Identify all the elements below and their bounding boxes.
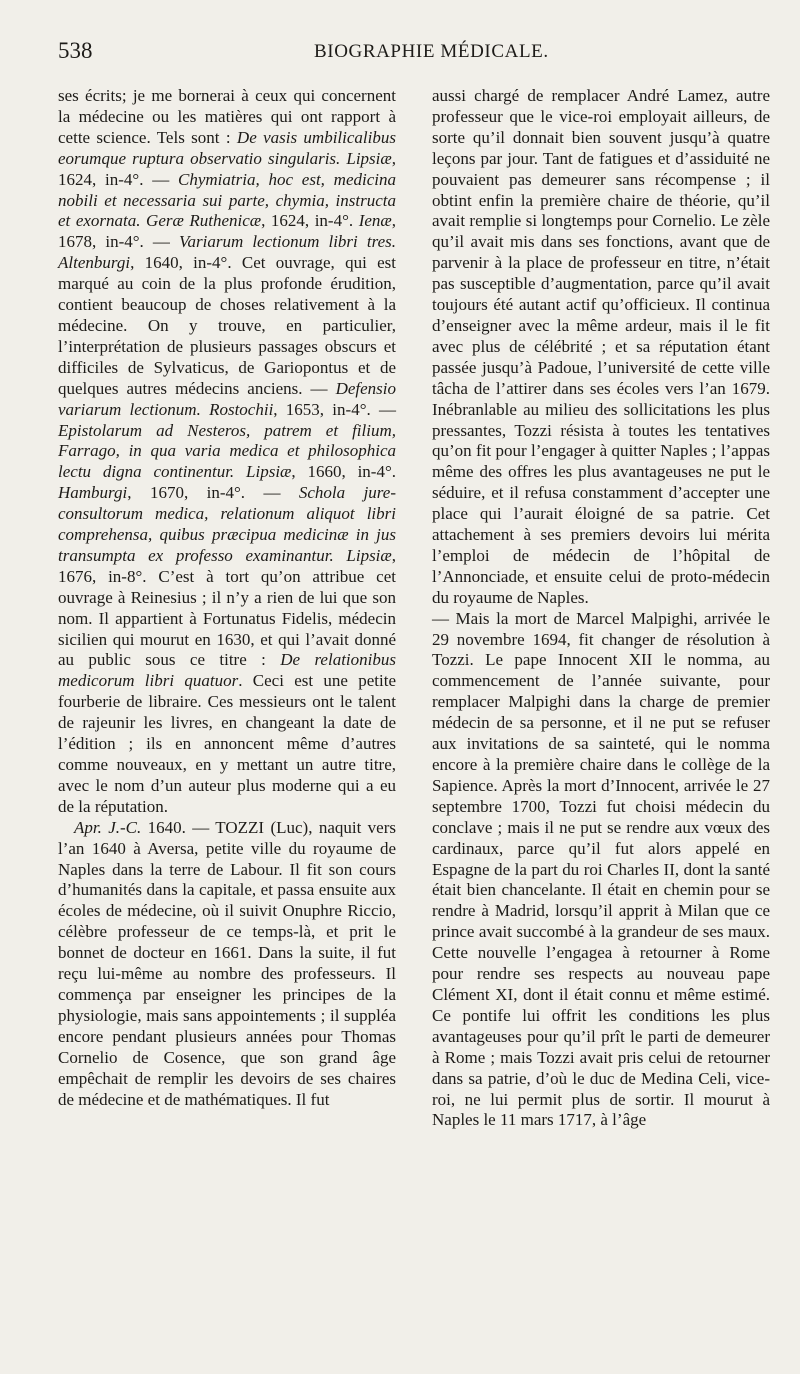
text-run: 1640. — TOZZI (Luc), naquit vers l’an 1640 à Aversa, petite ville du royaume de Naples dans la terre de Labour. Il fit son cours d’humanités dans la capitale, et passa ensuite aux écoles de médecine, où il suivit Onuphre Riccio, célèbre professeur de ce temps-là, et prit le bonnet de docteur en 1661. Dans la suite, il fut reçu lui-même au nombre des professeurs. Il commença par enseigner les principes de la physiologie, mais sans appointements ; il suppléa encore pendant plusieurs années pour Thomas Cornelio de Cosence, que son grand âge empêchait de remplir les devoirs de ses chaires de médecine et de mathématiques. Il fut: [58, 817, 396, 1109]
text-run: , 1640, in-4°. Cet ouvrage, qui est marqué au coin de la plus profonde érudition, contient beaucoup de choses relativement à la médecine. On y trouve, en particulier, l’interprétation de plusieurs passages obscurs et difficiles de Sylvaticus, de Gariopontus et de quelques autres médecins anciens. —: [58, 253, 396, 398]
running-title: BIOGRAPHIE MÉDICALE.: [314, 41, 549, 62]
text-run: , 1624, in-4°.: [261, 211, 359, 231]
italic-title-run: Epistolarum ad Nesteros, patrem et filium, Farrago, in qua varia medica et philosophica lectu digna continentur. Lipsiæ: [58, 420, 396, 482]
right-column: [432, 86, 770, 1131]
text-run: , 1676, in-8°. C’est à tort qu’on attribue cet ouvrage à Reinesius ; il n’y a rien de lui que son nom. Il appartient à Fortunatus Fidelis, médecin sicilien qui mourut en 1630, et qui l’avait donné au public sous ce titre :: [58, 545, 396, 670]
page-number: 538: [58, 38, 93, 63]
italic-title-run: De relationibus medicorum libri quatuor: [58, 650, 396, 691]
paragraph-reinesius-works: [58, 86, 396, 818]
running-head: [58, 38, 778, 68]
italic-title-run: Ienæ: [358, 211, 392, 231]
text-run: , 1670, in-4°. —: [127, 483, 299, 503]
text-run: aussi chargé de remplacer André Lamez, autre professeur que le vice-roi employait ailleurs, de sorte qu’il donnait bien souvent jusqu’à quatre leçons par jour. Tant de fatigues et d’assiduité ne pouvaient pas demeurer sans récompense ; il obtint enfin la première chaire de théorie, qu’il avait remplie si longtemps pour Cornelio. Le zèle qu’il avait mis dans ses fonctions, avant que de parvenir à la place de professeur en titre, n’était pas susceptible d’augmentation, parce qu’il avait toujours été autant actif qu’officieux. Il continua d’enseigner avec la même ardeur, mais il le fit avec plus de célébrité ; et sa réputation étant passée jusqu’à Padoue, l’université de cette ville tâcha de l’attirer dans ses écoles vers l’an 1679. Inébranlable au milieu des sollicitations les plus pressantes, Tozzi résista à toutes les tentatives qu’on fit pour l’engager à quitter Naples ; l’appas même des offres les plus avantageuses ne put le séduire, et il refusa constamment d’accepter une place qui l’aurait éloigné de sa patrie. Cet attachement à ses premiers devoirs lui mérita l’emploi de médecin de l’hôpital de l’Annonciade, et ensuite celui de proto-médecin du royaume de Naples.: [432, 86, 770, 607]
paragraph-tozzi-biography: [58, 818, 396, 1111]
italic-title-run: De vasis umbilicalibus eorumque ruptura observatio singularis. Lipsiæ: [58, 127, 396, 168]
italic-title-run: Variarum lectionum libri tres. Altenburgi: [58, 232, 396, 273]
italic-title-run: Apr. J.-C.: [74, 817, 142, 837]
italic-title-run: Chymiatria, hoc est, medicina nobili et necessaria sui parte, chymia, instructa et exornata. Geræ Ruthenicæ: [58, 169, 396, 231]
text-run: , 1653, in-4°. —: [273, 399, 396, 419]
paragraph-tozzi-later-life: [432, 609, 770, 1132]
italic-title-run: Defensio variarum lectionum. Rostochii: [58, 378, 396, 419]
left-column: [58, 86, 396, 1110]
text-run: , 1660, in-4°.: [291, 462, 397, 482]
italic-title-run: Hamburgi: [58, 483, 128, 503]
paragraph-tozzi-career: [432, 86, 770, 609]
text-run: — Mais la mort de Marcel Malpighi, arrivée le 29 novembre 1694, fit changer de résolution à Tozzi. Le pape Innocent XII le nomma, au commencement de l’année suivante, pour remplacer Malpighi dans la charge de premier médecin de sa personne, et il ne put se refuser aux invitations de sa sainteté, qui le nomma encore à la première chaire dans le collège de la Sapience. Après la mort d’Innocent, arrivée le 27 septembre 1700, Tozzi fut choisi médecin du conclave ; mais il ne put se rendre aux vœux des cardinaux, parce qu’il fut alors appelé en Espagne de la part du roi Charles II, dont la santé était bien chancelante. Il était en chemin pour se rendre à Madrid, lorsqu’il apprit à Milan que ce prince avait succombé à la grandeur de ses maux. Cette nouvelle l’engagea à retourner à Rome pour rendre ses respects au nouveau pape Clément XI, dont il était connu et même estimé. Ce pontife lui offrit les conditions les plus avantageuses pour qu’il prît le parti de demeurer à Rome ; mais Tozzi avait pris celui de retourner dans sa patrie, d’où le duc de Medina Celi, vice-roi, ne lui permit plus de sortir. Il mourut à Naples le 11 mars 1717, à l’âge: [432, 608, 770, 1130]
text-run: . Ceci est une petite fourberie de libraire. Ces messieurs ont le talent de rajeunir les livres, en changeant la date de l’édition ; ils en annoncent même d’autres comme nouveaux, en y mettant un autre titre, avec le nom d’un auteur plus moderne qui a eu de la réputation.: [58, 671, 397, 816]
text-run: , 1624, in-4°. —: [58, 148, 396, 189]
text-run: , 1678, in-4°. —: [58, 211, 396, 252]
italic-title-run: Schola jure-consultorum medica, relationum aliquot libri comprehensa, quibus præcipua medicinæ in jus transumpta ex professo examinantur. Lipsiæ: [58, 483, 396, 565]
text-run: ses écrits; je me bornerai à ceux qui concernent la médecine ou les matières qui ont rapport à cette science. Tels sont :: [58, 86, 396, 147]
